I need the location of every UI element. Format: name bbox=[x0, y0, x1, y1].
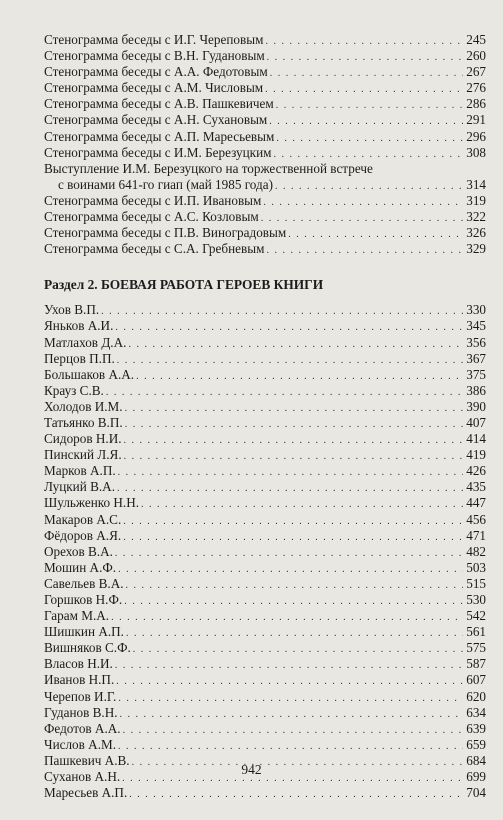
toc-entry-label: Пашкевич А.В. bbox=[44, 752, 130, 768]
dot-leader bbox=[275, 179, 463, 195]
toc-entry-label: Вишняков С.Ф. bbox=[44, 640, 131, 656]
toc-entry bbox=[44, 302, 486, 318]
section-heading: Раздел 2. БОЕВАЯ РАБОТА ГЕРОЕВ КНИГИ bbox=[44, 277, 324, 293]
toc-entry bbox=[44, 544, 486, 560]
dot-leader bbox=[115, 658, 463, 674]
toc-entry-label: Фёдоров А.Я. bbox=[44, 527, 122, 543]
toc-entry-page: 386 bbox=[466, 382, 486, 398]
dot-leader bbox=[115, 546, 463, 562]
toc-entry bbox=[44, 560, 486, 576]
toc-entry-label: Числов А.М. bbox=[44, 736, 117, 752]
toc-entry bbox=[44, 672, 486, 688]
toc-entry-label: Холодов И.М. bbox=[44, 398, 123, 414]
toc-entry bbox=[44, 463, 486, 479]
toc-entry bbox=[44, 209, 486, 225]
dot-leader bbox=[126, 626, 463, 642]
toc-entry-page: 308 bbox=[466, 144, 486, 160]
toc-entry-label: Перцов П.П. bbox=[44, 350, 115, 366]
toc-entry-page: 426 bbox=[466, 463, 486, 479]
dot-leader bbox=[123, 530, 463, 546]
dot-leader bbox=[265, 34, 463, 50]
dot-leader bbox=[288, 227, 463, 243]
toc-entry-page: 319 bbox=[466, 192, 486, 208]
toc-entry bbox=[44, 318, 486, 334]
toc-entry-page: 329 bbox=[466, 241, 486, 257]
toc-entry bbox=[44, 721, 486, 737]
toc-entry-page: 607 bbox=[466, 672, 486, 688]
toc-entry-label: Шишкин А.П. bbox=[44, 624, 124, 640]
toc-entry-page: 471 bbox=[466, 527, 486, 543]
toc-entry bbox=[44, 335, 486, 351]
dot-leader bbox=[118, 465, 464, 481]
toc-entry-label: Выступление И.М. Березуцкого на торжественной встрече bbox=[44, 160, 373, 176]
toc-entry-label: Стенограмма беседы с В.Н. Гудановым bbox=[44, 48, 265, 64]
toc-entry-speech bbox=[44, 161, 486, 193]
toc-entry-label: Стенограмма беседы с А.С. Козловым bbox=[44, 209, 259, 225]
toc-entry-page: 704 bbox=[466, 785, 486, 801]
toc-entry-page: 414 bbox=[466, 431, 486, 447]
toc-entry-page: 634 bbox=[466, 704, 486, 720]
toc-entry-page: 542 bbox=[466, 608, 486, 624]
toc-entry-label: Горшков Н.Ф. bbox=[44, 592, 123, 607]
toc-entry-page: 456 bbox=[466, 511, 486, 527]
dot-leader bbox=[129, 787, 463, 803]
table-of-contents bbox=[44, 32, 486, 801]
dot-leader bbox=[125, 401, 464, 417]
toc-entry bbox=[44, 64, 486, 80]
toc-entry bbox=[44, 241, 486, 257]
toc-entry bbox=[44, 145, 486, 161]
toc-entry-page: 296 bbox=[466, 128, 486, 144]
toc-entry bbox=[44, 129, 486, 145]
toc-entry bbox=[44, 624, 486, 640]
toc-entry-label: Макаров А.С. bbox=[44, 511, 122, 527]
toc-entry-label: Крауз С.В. bbox=[44, 382, 104, 398]
dot-leader bbox=[276, 131, 463, 147]
dot-leader bbox=[125, 417, 464, 433]
dot-leader bbox=[123, 514, 463, 530]
toc-entry-label: Пинский Л.Я. bbox=[44, 447, 122, 463]
toc-entry bbox=[44, 479, 486, 495]
dot-leader bbox=[270, 66, 464, 82]
toc-entry bbox=[44, 399, 486, 415]
toc-entry bbox=[44, 689, 486, 705]
toc-entry-label: Стенограмма беседы с И.Г. Череповым bbox=[44, 32, 264, 47]
toc-entry-page: 447 bbox=[466, 495, 486, 511]
dot-leader bbox=[124, 433, 464, 449]
toc-entry-label: Стенограмма беседы с П.В. Виноградовым bbox=[44, 225, 287, 241]
toc-entry-label: Стенограмма беседы с А.В. Пашкевичем bbox=[44, 96, 274, 112]
toc-entry-page: 356 bbox=[466, 334, 486, 350]
dot-leader bbox=[267, 50, 464, 66]
dot-leader bbox=[124, 449, 464, 465]
toc-entry-page: 419 bbox=[466, 447, 486, 463]
toc-entry-label: Большаков А.А. bbox=[44, 366, 135, 382]
toc-entry-page: 345 bbox=[466, 318, 486, 334]
toc-entry-page: 291 bbox=[466, 112, 486, 128]
toc-entry-page: 530 bbox=[466, 592, 486, 607]
dot-leader bbox=[120, 707, 464, 723]
dot-leader bbox=[269, 114, 463, 130]
dot-leader bbox=[116, 674, 463, 690]
toc-entry bbox=[44, 528, 486, 544]
toc-entry bbox=[44, 576, 486, 592]
toc-entry bbox=[44, 80, 486, 96]
toc-entry-page: 515 bbox=[466, 575, 486, 591]
dot-leader bbox=[261, 211, 464, 227]
dot-leader bbox=[117, 353, 463, 369]
toc-entry-page: 699 bbox=[466, 769, 486, 785]
dot-leader bbox=[117, 481, 463, 497]
dot-leader bbox=[265, 82, 463, 98]
toc-entry-page: 267 bbox=[466, 64, 486, 80]
toc-entry-label: Стенограмма беседы с А.П. Маресьевым bbox=[44, 128, 275, 144]
toc-entry-label: Марков А.П. bbox=[44, 463, 116, 479]
toc-entry-page: 435 bbox=[466, 479, 486, 495]
toc-entry-label: Орехов В.А. bbox=[44, 543, 113, 559]
toc-entry bbox=[44, 431, 486, 447]
toc-entry bbox=[44, 351, 486, 367]
toc-entry-page: 314 bbox=[466, 176, 486, 192]
dot-leader bbox=[118, 739, 463, 755]
toc-entry-page: 620 bbox=[466, 688, 486, 704]
toc-entry-label: Мошин А.Ф. bbox=[44, 559, 117, 575]
toc-entry bbox=[44, 512, 486, 528]
toc-entry bbox=[44, 112, 486, 128]
toc-entry-page: 587 bbox=[466, 656, 486, 672]
toc-entry-page: 286 bbox=[466, 96, 486, 112]
toc-entry bbox=[44, 785, 486, 801]
toc-entry-label: Власов Н.И. bbox=[44, 656, 113, 672]
toc-entry-label: Шульженко Н.Н. bbox=[44, 495, 140, 511]
toc-entry bbox=[44, 656, 486, 672]
toc-entry-page: 575 bbox=[466, 640, 486, 656]
toc-entry-label: Стенограмма беседы с А.А. Федотовым bbox=[44, 64, 268, 80]
dot-leader bbox=[266, 243, 463, 259]
toc-entry-page: 276 bbox=[466, 80, 486, 96]
toc-section-2-entries bbox=[44, 302, 486, 801]
toc-entry-label: Суханов А.Н. bbox=[44, 769, 121, 785]
dot-leader bbox=[118, 562, 463, 578]
dot-leader bbox=[126, 578, 464, 594]
dot-leader bbox=[111, 610, 463, 626]
toc-entry bbox=[44, 737, 486, 753]
dot-leader bbox=[128, 337, 463, 353]
toc-entry bbox=[44, 447, 486, 463]
toc-entry-label: Сидоров Н.И. bbox=[44, 431, 122, 447]
toc-entry-label: Савельев В.А. bbox=[44, 575, 124, 591]
toc-entry-page: 639 bbox=[466, 720, 486, 736]
toc-entry-label: Черепов И.Г. bbox=[44, 688, 117, 704]
dot-leader bbox=[115, 320, 463, 336]
toc-entry bbox=[44, 96, 486, 112]
toc-entry-label: Иванов Н.П. bbox=[44, 672, 115, 688]
toc-entry-page: 407 bbox=[466, 414, 486, 430]
toc-entry bbox=[44, 592, 486, 608]
toc-entry bbox=[44, 495, 486, 511]
toc-section-1-entries bbox=[44, 32, 486, 161]
toc-entry bbox=[44, 640, 486, 656]
toc-entry-page: 260 bbox=[466, 48, 486, 64]
toc-entry-page: 561 bbox=[466, 624, 486, 640]
dot-leader bbox=[118, 691, 463, 707]
toc-entry bbox=[44, 225, 486, 241]
toc-entry-label: Стенограмма беседы с И.П. Ивановым bbox=[44, 192, 262, 208]
dot-leader bbox=[276, 98, 464, 114]
toc-entry-label: Маресьев А.П. bbox=[44, 785, 128, 801]
toc-entry bbox=[44, 32, 486, 48]
toc-entry-page: 659 bbox=[466, 736, 486, 752]
toc-entry-page: 482 bbox=[466, 543, 486, 559]
toc-entry-label-continued: с воинами 641-го гиап (май 1985 года) bbox=[58, 176, 273, 192]
toc-entry-page: 684 bbox=[466, 752, 486, 768]
dot-leader bbox=[141, 497, 463, 513]
toc-entry-label: Стенограмма беседы с И.М. Березуцким bbox=[44, 144, 272, 160]
dot-leader bbox=[106, 385, 463, 401]
dot-leader bbox=[263, 195, 463, 211]
toc-entry-label: Гарам М.А. bbox=[44, 608, 110, 624]
toc-entry-label: Матлахов Д.А. bbox=[44, 334, 127, 350]
toc-entry-label: Луцкий В.А. bbox=[44, 479, 115, 495]
toc-entry-label: Федотов А.А. bbox=[44, 720, 121, 736]
toc-entry bbox=[44, 415, 486, 431]
page-number: 942 bbox=[241, 762, 262, 777]
toc-entry-label: Гуданов В.Н. bbox=[44, 704, 118, 720]
toc-entry-page: 326 bbox=[466, 225, 486, 241]
dot-leader bbox=[133, 642, 463, 658]
toc-entry-page: 322 bbox=[466, 209, 486, 225]
dot-leader bbox=[124, 594, 463, 610]
dot-leader bbox=[123, 723, 464, 739]
toc-entry-label: Стенограмма беседы с С.А. Гребневым bbox=[44, 241, 265, 257]
toc-entry-label: Татьянко В.П. bbox=[44, 414, 123, 430]
toc-entry-page: 390 bbox=[466, 398, 486, 414]
toc-entry-label: Стенограмма беседы с А.М. Числовым bbox=[44, 80, 264, 96]
toc-entry bbox=[44, 193, 486, 209]
toc-entry-label: Стенограмма беседы с А.Н. Сухановым bbox=[44, 112, 268, 128]
dot-leader bbox=[101, 304, 463, 320]
toc-entry-page: 375 bbox=[466, 366, 486, 382]
toc-entry-label: Ухов В.П. bbox=[44, 302, 100, 318]
toc-entry-page: 503 bbox=[466, 559, 486, 575]
toc-entry bbox=[44, 608, 486, 624]
toc-section-1-entries-continued bbox=[44, 193, 486, 257]
toc-entry bbox=[44, 705, 486, 721]
toc-entry-page: 367 bbox=[466, 350, 486, 366]
toc-entry-page: 245 bbox=[466, 32, 486, 47]
toc-entry-page: 330 bbox=[466, 302, 486, 318]
dot-leader bbox=[136, 369, 463, 385]
toc-entry bbox=[44, 383, 486, 399]
toc-entry bbox=[44, 48, 486, 64]
toc-entry bbox=[44, 367, 486, 383]
toc-entry-label: Яньков А.И. bbox=[44, 318, 114, 334]
